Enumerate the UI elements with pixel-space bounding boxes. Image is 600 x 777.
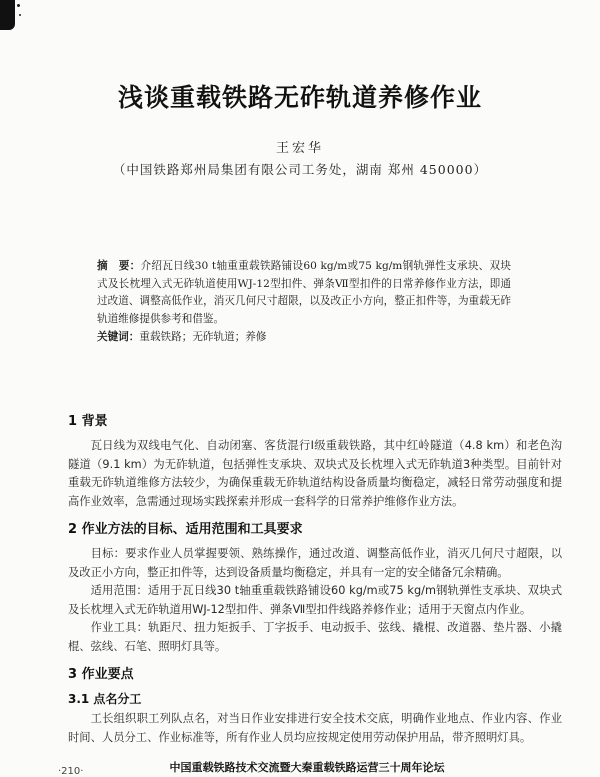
paragraph-scope: 适用范围：适用于瓦日线30 t轴重重载铁路铺设60 kg/m或75 kg/m钢轨弹性支承块、双块式及长枕埋入式无砟轨道用WJ-12型扣件、弹条Ⅶ型扣件线路养修作业；适用于天窗点内作业。 [68,584,562,616]
subsection-heading: 3.1 点名分工 [68,692,142,706]
section-key-points [68,665,562,747]
abstract-block [97,258,511,347]
paragraph-tools: 作业工具：轨距尺、扭力矩扳手、丁字扳手、电动扳手、弦线、撬棍、改道器、垫片器、小撬棍、弦线、石笔、照明灯具等。 [68,621,562,653]
keywords-text: 重载铁路；无砟轨道；养修 [139,331,267,343]
page-number: ·210· [58,766,84,777]
paper-title: 浅谈重载铁路无砟轨道养修作业 [117,83,482,112]
scan-artifact [0,0,15,30]
main-body [68,412,562,747]
paragraph: 工长组织职工列队点名，对当日作业安排进行安全技术交底，明确作业地点、作业内容、作业时间、人员分工、作业标准等，所有作业人员均应按规定使用劳动保护用品，带齐照明灯具。 [68,712,562,744]
section-background [68,412,562,511]
abstract-label: 摘 要： [97,260,141,272]
section-heading: 1 背景 [68,414,108,429]
section-heading: 3 作业要点 [68,667,134,682]
paragraph-objective: 目标：要求作业人员掌握要领、熟练操作，通过改道、调整高低作业，消灭几何尺寸超限，以及改正小方向，整正扣件等，达到设备质量均衡稳定，并具有一定的安全储备冗余精确。 [68,547,562,579]
author-affiliation: （中国铁路郑州局集团有限公司工务处，湖南 郑州 450000） [112,162,488,177]
section-methods [68,520,562,656]
scan-speck [19,14,21,16]
paragraph: 瓦日线为双线电气化、自动闭塞、客货混行Ⅰ级重载铁路，其中红岭隧道（4.8 km）和老色沟隧道（9.1 km）为无砟轨道，包括弹性支承块、双块式及长枕埋入式无砟轨道3种类型。目前针对重载无砟轨道维修方法较少，为确保重载无砟轨道结构设备质量均衡稳定，减轻日常劳动强度和提高作业效率，急需通过现场实践探索并形成一套科学的日常养护维修作业方法。 [68,439,562,508]
journal-footer: 中国重载铁路技术交流暨大秦重载铁路运营三十周年论坛 [169,761,445,774]
keywords [97,329,511,347]
abstract-text: 介绍瓦日线30 t轴重重载铁路铺设60 kg/m或75 kg/m钢轨弹性支承块、双块式及长枕埋入式无砟轨道使用WJ-12型扣件、弹条Ⅶ型扣件的日常养修作业方法，即通过改道、调整高低作业，消灭几何尺寸超限，以及改正小方向，整正扣件等，为重载无砟轨道维修提供参考和借鉴。 [97,260,512,325]
author-name: 王宏华 [275,141,324,156]
section-heading: 2 作业方法的目标、适用范围和工具要求 [68,522,303,537]
scan-speck [17,4,20,7]
abstract [97,258,511,328]
keywords-label: 关键词： [97,331,140,343]
